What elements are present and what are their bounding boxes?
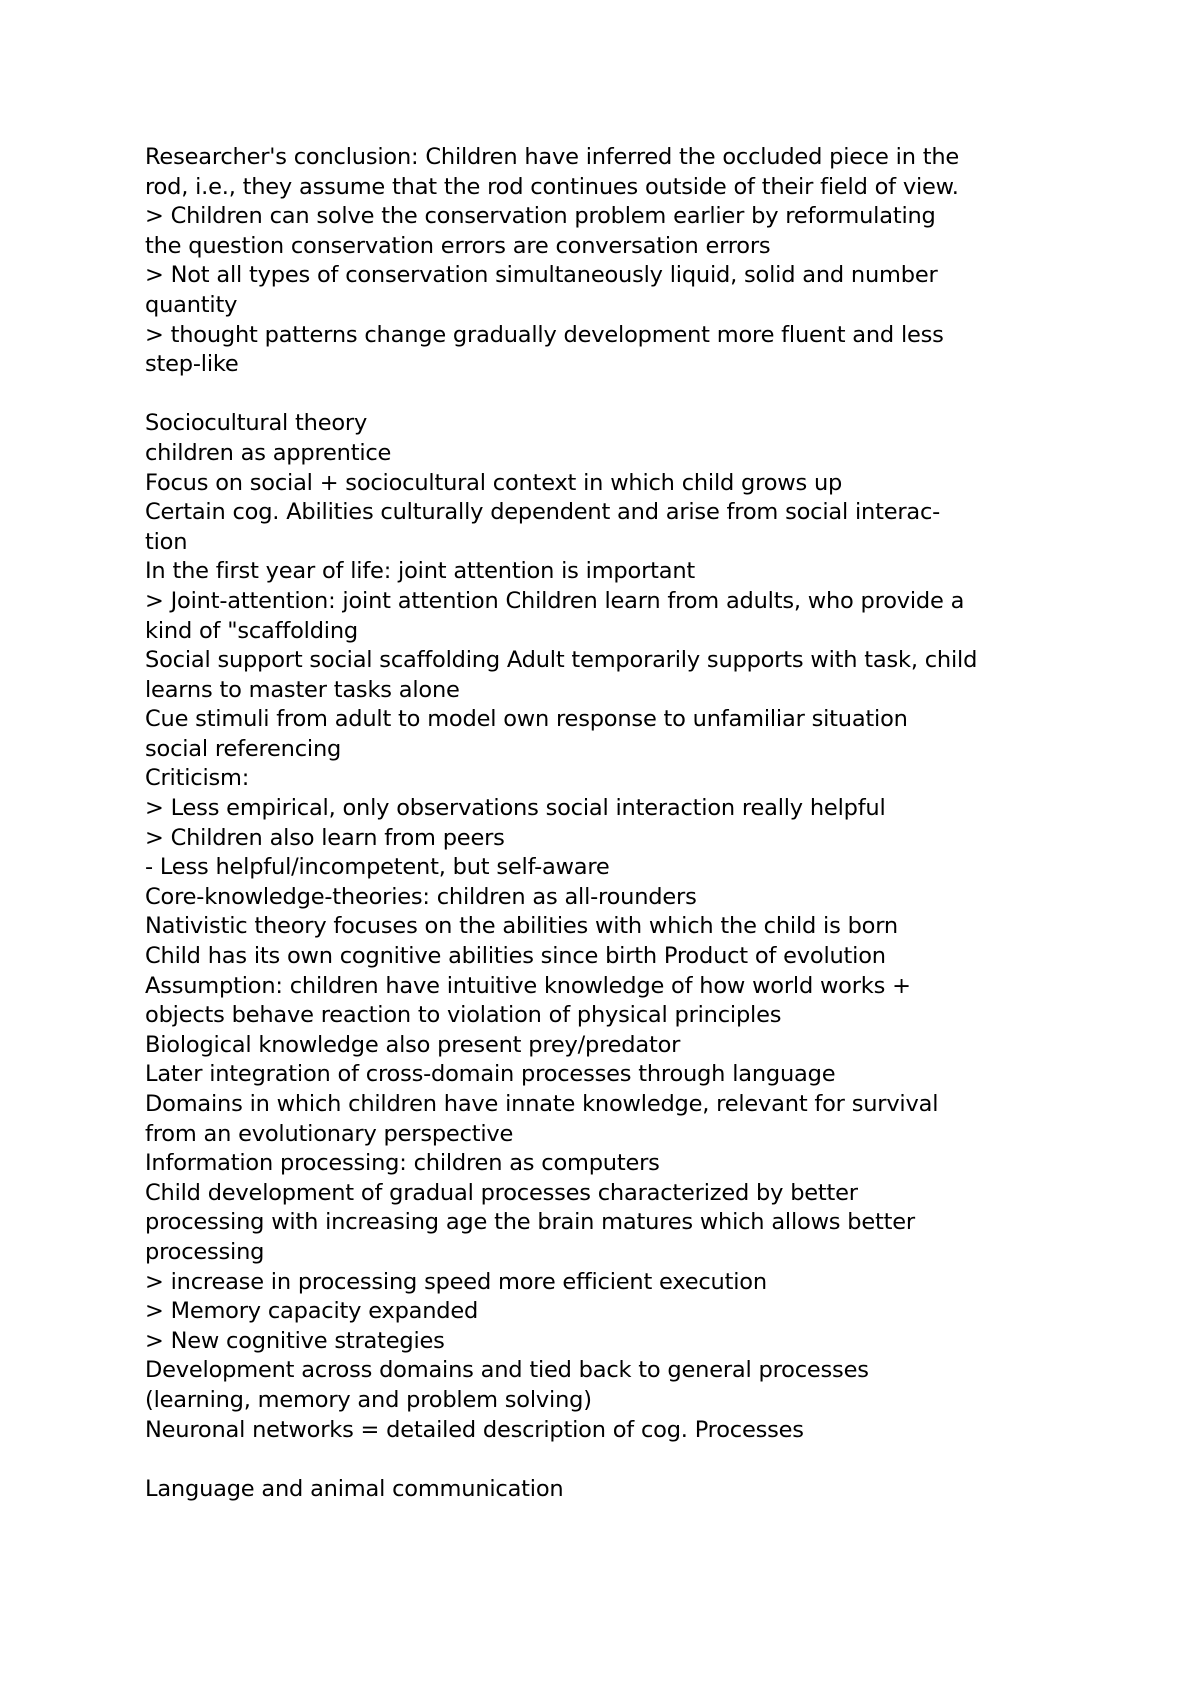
text-line: Child has its own cognitive abilities since birth Product of evolution <box>145 943 886 970</box>
blank-line <box>145 1445 1085 1475</box>
text-line: objects behave reaction to violation of physical principles <box>145 1002 782 1029</box>
text-line: quantity <box>145 291 238 318</box>
text-line: (learning, memory and problem solving) <box>145 1386 592 1413</box>
text-line: Assumption: children have intuitive knowledge of how world works + <box>145 972 911 999</box>
text-line: Core-knowledge-theories: children as all-rounders <box>145 883 697 910</box>
text-line: Nativistic theory focuses on the abilities with which the child is born <box>145 913 898 940</box>
text-line: Domains in which children have innate knowledge, relevant for survival <box>145 1091 939 1117</box>
text-line: processing with increasing age the brain matures which allows better <box>145 1209 915 1236</box>
text-line: > increase in processing speed more efficient execution <box>145 1268 767 1295</box>
text-line: Development across domains and tied back to general processes <box>145 1357 869 1384</box>
text-line: > Less empirical, only observations social interaction really helpful <box>145 795 886 822</box>
text-line: the question conservation errors are conversation errors <box>145 232 771 259</box>
text-line: Social support social scaffolding Adult temporarily supports with task, child <box>145 647 978 674</box>
text-line: children as apprentice <box>145 439 392 466</box>
text-line: > Children also learn from peers <box>145 824 505 851</box>
text-line: processing <box>145 1238 265 1265</box>
text-line: step-like <box>145 351 239 378</box>
text-line: from an evolutionary perspective <box>145 1120 514 1147</box>
text-line: - Less helpful/incompetent, but self-aware <box>145 854 610 881</box>
text-line: tion <box>145 528 188 555</box>
text-line: > Not all types of conservation simultaneously liquid, solid and number <box>145 262 938 289</box>
text-line: > Children can solve the conservation problem earlier by reformulating <box>145 203 936 230</box>
text-line: Cue stimuli from adult to model own response to unfamiliar situation <box>145 706 908 733</box>
text-line: In the first year of life: joint attention is important <box>145 558 696 585</box>
text-line: Child development of gradual processes characterized by better <box>145 1179 858 1206</box>
document-body <box>145 143 1085 1504</box>
text-line: rod, i.e., they assume that the rod continues outside of their field of view. <box>145 173 959 200</box>
text-line: kind of "scaffolding <box>145 617 358 644</box>
blank-line <box>145 380 1085 410</box>
text-line: Focus on social + sociocultural context in which child grows up <box>145 469 843 496</box>
text-line: social referencing <box>145 735 342 762</box>
text-line: Information processing: children as computers <box>145 1150 660 1177</box>
text-line: Certain cog. Abilities culturally dependent and arise from social interac- <box>145 499 941 526</box>
text-line: Researcher's conclusion: Children have inferred the occluded piece in the <box>145 144 960 170</box>
text-line: Criticism: <box>145 765 250 792</box>
section-heading: Sociocultural theory <box>145 410 368 437</box>
text-line: > Joint-attention: joint attention Children learn from adults, who provide a <box>145 587 965 614</box>
text-line: learns to master tasks alone <box>145 676 460 703</box>
text-line: > New cognitive strategies <box>145 1327 445 1354</box>
text-line: Biological knowledge also present prey/predator <box>145 1031 681 1058</box>
text-line: > thought patterns change gradually development more fluent and less <box>145 321 944 348</box>
text-line: Neuronal networks = detailed description of cog. Processes <box>145 1416 804 1443</box>
text-line: > Memory capacity expanded <box>145 1298 479 1325</box>
text-line: Later integration of cross-domain processes through language <box>145 1061 836 1088</box>
section-heading: Language and animal communication <box>145 1475 564 1502</box>
